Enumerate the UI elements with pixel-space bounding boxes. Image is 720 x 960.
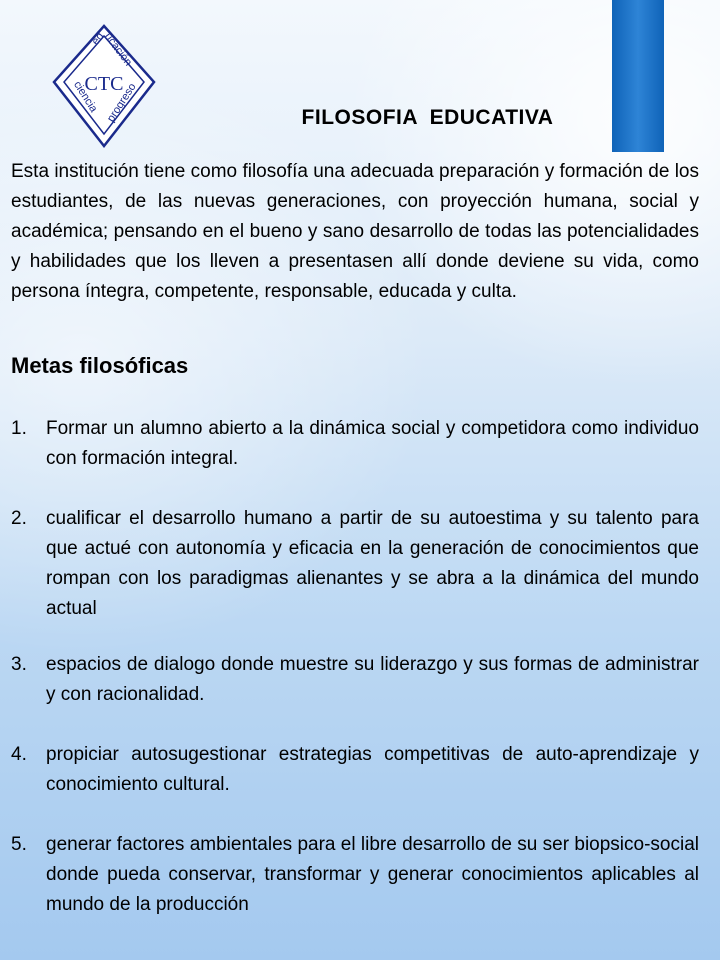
- page-title: FILOSOFIA EDUCATIVA: [301, 106, 554, 129]
- goal-number: 4.: [11, 744, 27, 765]
- goal-item-3: [11, 650, 699, 740]
- goal-number: 5.: [11, 834, 27, 855]
- goal-number: 1.: [11, 418, 27, 439]
- goal-text: cualificar el desarrollo humano a partir de su autoestima y su talento para que actué con autonomía y eficacia en la generación de conocimientos que rompan con los paradigmas alienantes y se abra a la dinámica del mundo actual: [46, 508, 699, 619]
- goal-number: 2.: [11, 508, 27, 529]
- goal-item-2: [11, 504, 699, 650]
- goal-item-1: [11, 414, 699, 504]
- logo-word-educacion: educación: [89, 30, 135, 69]
- intro-paragraph: Esta institución tiene como filosofía una adecuada preparación y formación de los estudiantes, de las nuevas generaciones, con proyección humana, social y académica; pensando en el bueno y sano desarrollo de todas las potencialidades y habilidades que los lleven a presentasen allí donde deviene su vida, como persona íntegra, competente, responsable, educada y culta.: [11, 161, 699, 302]
- goal-item-5: [11, 830, 699, 920]
- logo-word-ciencia: ciencia: [71, 79, 100, 115]
- goal-text: propiciar autosugestionar estrategias competitivas de auto-aprendizaje y conocimiento cultural.: [46, 744, 699, 795]
- logo-word-progreso: progreso: [104, 81, 139, 125]
- goal-text: generar factores ambientales para el libre desarrollo de su ser biopsico-social donde pueda conservar, transformar y generar conocimientos aplicables al mundo de la producción: [46, 834, 699, 915]
- goal-item-4: [11, 740, 699, 830]
- goal-number: 3.: [11, 654, 27, 675]
- goal-text: Formar un alumno abierto a la dinámica social y competidora como individuo con formación integral.: [46, 418, 699, 469]
- logo-center-text: CTC: [84, 73, 124, 95]
- goals-list: [11, 414, 699, 920]
- goal-text: espacios de dialogo donde muestre su liderazgo y sus formas de administrar y con racionalidad.: [46, 654, 699, 705]
- goals-heading: Metas filosóficas: [11, 353, 189, 378]
